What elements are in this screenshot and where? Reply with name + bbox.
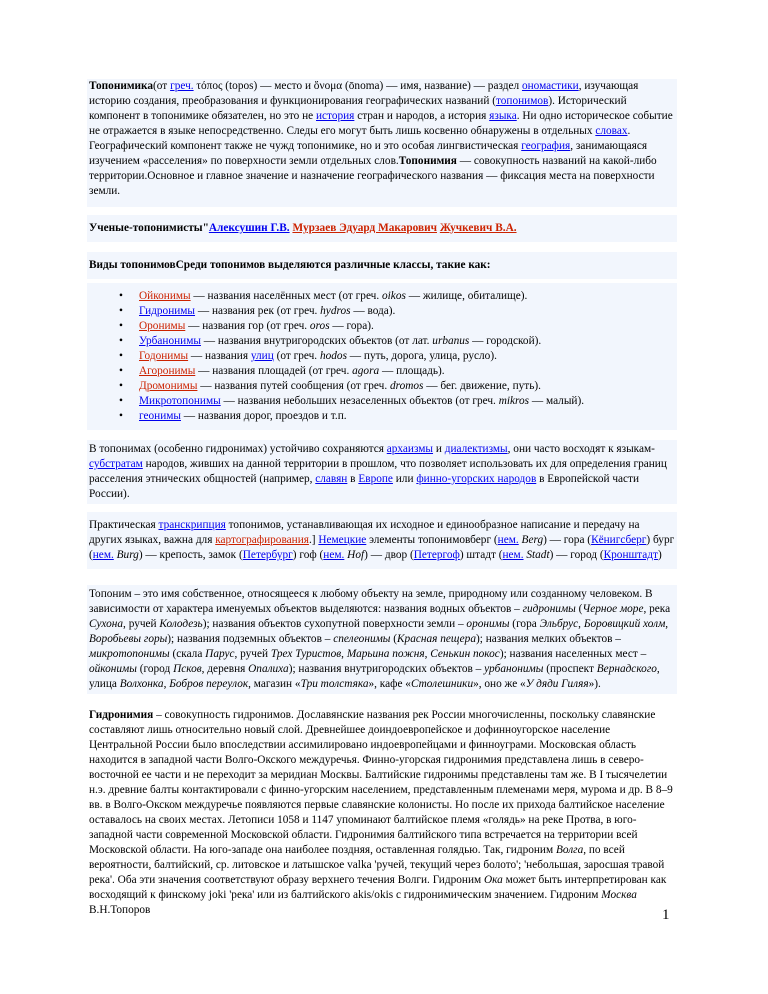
transcription-paragraph: Практическая транскрипция топонимов, устанавливающая их исходное и единообразное написание и передачу на других языках, важна для картографирования.] Немецкие элементы топонимовберг (нем. Berg) — гора (Кёнигсберг) бург (нем. Burg) — крепость, замок (Петербург) гоф (нем. Hof) — двор (Петергоф) штадт (нем. Stadt) — город (Кронштадт) [87,512,677,569]
link-aleksushin[interactable]: Алексушин Г.В. [208,222,290,234]
link-dialectisms[interactable]: диалектизмы [444,443,508,455]
link-kronstadt[interactable]: Кронштадт [603,549,658,561]
list-item: • Агоронимы — названия площадей (от греч. agora — площадь). [119,365,445,377]
link-murzaev[interactable]: Мурзаев Эдуард Макарович [292,222,437,234]
link-nem-4[interactable]: нем. [502,549,524,561]
list-item: • Дромонимы — названия путей сообщения (от греч. dromos — бег. движение, путь). [119,380,541,392]
link-geography[interactable]: география [521,140,571,152]
list-item: • Микротопонимы — названия небольших незаселенных объектов (от греч. mikros — малый). [119,395,585,407]
link-konigsberg[interactable]: Кёнигсберг [591,534,647,546]
link-onomastics[interactable]: ономастики [521,80,579,92]
list-item: • Гидронимы — названия рек (от греч. hydros — вода). [119,305,396,317]
link-godonyms[interactable]: Годонимы [139,350,189,362]
link-europe[interactable]: Европе [358,473,393,485]
term-toponymy: Топонимия [398,155,457,167]
link-microtoponyms[interactable]: Микротопонимы [139,395,221,407]
link-words[interactable]: словах [595,125,628,137]
link-archaisms[interactable]: архаизмы [386,443,434,455]
intro-paragraph: Топонимика(от греч. τόπος (topos) — место и ὄνομα (ōnoma) — имя, название) — раздел ономастики, изучающая историю создания, преобразования и функционирования географических названий (топонимов). Исторический компонент в топонимике обязателен, но это не история стран и народов, а история языка. Ни одно историческое событие не отражается в языке непосредственно. Следы его могут быть лишь косвенно обнаружены в отдельных словах. Географический компонент также не чужд топонимике, но и это особая лингвистическая география, занимающаяся изучением «расселения» по поверхности земли отдельных слов.Топонимия — совокупность названий на какой-либо территории.Основное и главное значение и назначение географического названия — фиксация места на поверхности земли. [87,79,677,207]
link-history[interactable]: история [315,110,355,122]
link-peterhof[interactable]: Петергоф [413,549,460,561]
types-heading: Виды топонимовСреди топонимов выделяются различные классы, такие как: [87,252,677,279]
list-item: • Оронимы — названия гор (от греч. oros — гора). [119,320,374,332]
link-hydronyms[interactable]: Гидронимы [139,305,196,317]
link-greek[interactable]: греч. [170,80,194,92]
link-nem-3[interactable]: нем. [323,549,345,561]
link-toponyms[interactable]: топонимов [495,95,549,107]
types-list [87,283,677,430]
link-language[interactable]: языка [489,110,517,122]
list-item: • Урбанонимы — названия внутригородских объектов (от лат. urbanus — городской). [119,335,542,347]
hydronymy-paragraph: Гидронимия – совокупность гидронимов. Дославянские названия рек России многочисленны, поскольку славянские составляют лишь относительно новый слой. Древнейшее доиндоевропейское и дофинноугорское население Центральной России было впоследствии ассимилировано индоевропейцами и финноуграми. Московская область находится в западной части Волго-Окского междуречья. Финно-угорская гидронимия представлена лишь в северо-восточной ее части и не переходит за меридиан Москвы. Балтийские гидронимы представлены там же. В I тысячелетии н.э. древние балты контактировали с финно-угорским населением, представленным племенами меря, мурома и др. В 8–9 вв. в Волго-Окском междуречье появляются первые славянские колонисты. Но после их прихода балтийское население оставалось на своих местах. Летописи 1058 и 1147 упоминают балтийское племя «голядь» на реке Протва, в юго-западной части современной Московской области. Гидронимия балтийского типа встречается на территории всей Московской области. На юго-западе она наиболее поздняя, оставленная голядью. Так, гидроним Волга, по всей вероятности, балтийский, ср. литовское и латышское valka 'ручей, текущий через болото'; 'небольшая, заросшая травой река'. Оба эти значения соответствуют образу верхнего течения Волги. Гидроним Ока может быть интерпретирован как восходящий к финскому joki 'река' или из балтийского akis/okis с гидронимическим значением. Гидроним Москва В.Н.Топоров [89,709,673,916]
link-geonyms[interactable]: геонимы [139,410,181,422]
link-oikonyms[interactable]: Ойконимы [139,290,191,302]
list-item: • Ойконимы — названия населённых мест (от греч. oikos — жилище, обиталище). [119,290,528,302]
link-agoronyms[interactable]: Агоронимы [139,365,196,377]
link-transcription[interactable]: транскрипция [158,519,226,531]
link-streets[interactable]: улиц [250,350,274,362]
link-cartography[interactable]: картографирования [215,534,309,546]
list-item: • геонимы — названия дорог, проездов и т.п. [119,410,347,422]
link-oronyms[interactable]: Оронимы [139,320,186,332]
link-substrates[interactable]: субстратам [89,458,143,470]
link-nem-1[interactable]: нем. [497,534,519,546]
list-item: • Годонимы — названия улиц (от греч. hodos — путь, дорога, улица, русло). [119,350,497,362]
link-nem-2[interactable]: нем. [92,549,114,561]
term-hydronymy: Гидронимия [89,709,154,721]
toponym-definition-paragraph: Топоним – это имя собственное, относящееся к любому объекту на земле, природному или созданному человеком. В зависимости от характера именуемых объектов выделяются: названия водных объектов – гидронимы (Черное море, река Сухона, ручей Колодезь); названия объектов сухопутной поверхности земли – оронимы (гора Эльбрус, Боровицкий холм, Воробьевы горы); названия подземных объектов – спелеонимы (Красная пещера); названия мелких объектов – микротопонимы (скала Парус, ручей Трех Туристов, Марьина пожня, Сенькин покос); названия населенных мест – ойконимы (город Псков, деревня Опалиха); названия внутригородских объектов – урбанонимы (проспект Вернадского, улица Волхонка, Бобров переулок, магазин «Три толстяка», кафе «Столешники», оно же «У дяди Гиляя»). [87,585,677,694]
link-zhuchkevich[interactable]: Жучкевич В.А. [439,222,517,234]
link-finno-ugric[interactable]: финно-угорских народов [416,473,537,485]
term-toponymics: Топонимика [89,80,154,92]
page-number: 1 [662,907,670,923]
substrate-paragraph: В топонимах (особенно гидронимах) устойчиво сохраняются архаизмы и диалектизмы, они часто восходят к языкам-субстратам народов, живших на данной территории в прошлом, что позволяет использовать их для определения границ расселения этнических общностей (например, славян в Европе или финно-угорских народов в Европейской части России). [87,440,677,504]
document-page [87,79,677,920]
link-dromonyms[interactable]: Дромонимы [139,380,198,392]
link-petersburg[interactable]: Петербург [242,549,293,561]
link-german[interactable]: Немецкие [318,534,367,546]
scientists-line: Ученые-топонимисты"Алексушин Г.В. Мурзаев Эдуард Макарович Жучкевич В.А. [87,215,677,242]
link-urbanonyms[interactable]: Урбанонимы [139,335,201,347]
link-slavs[interactable]: славян [315,473,348,485]
